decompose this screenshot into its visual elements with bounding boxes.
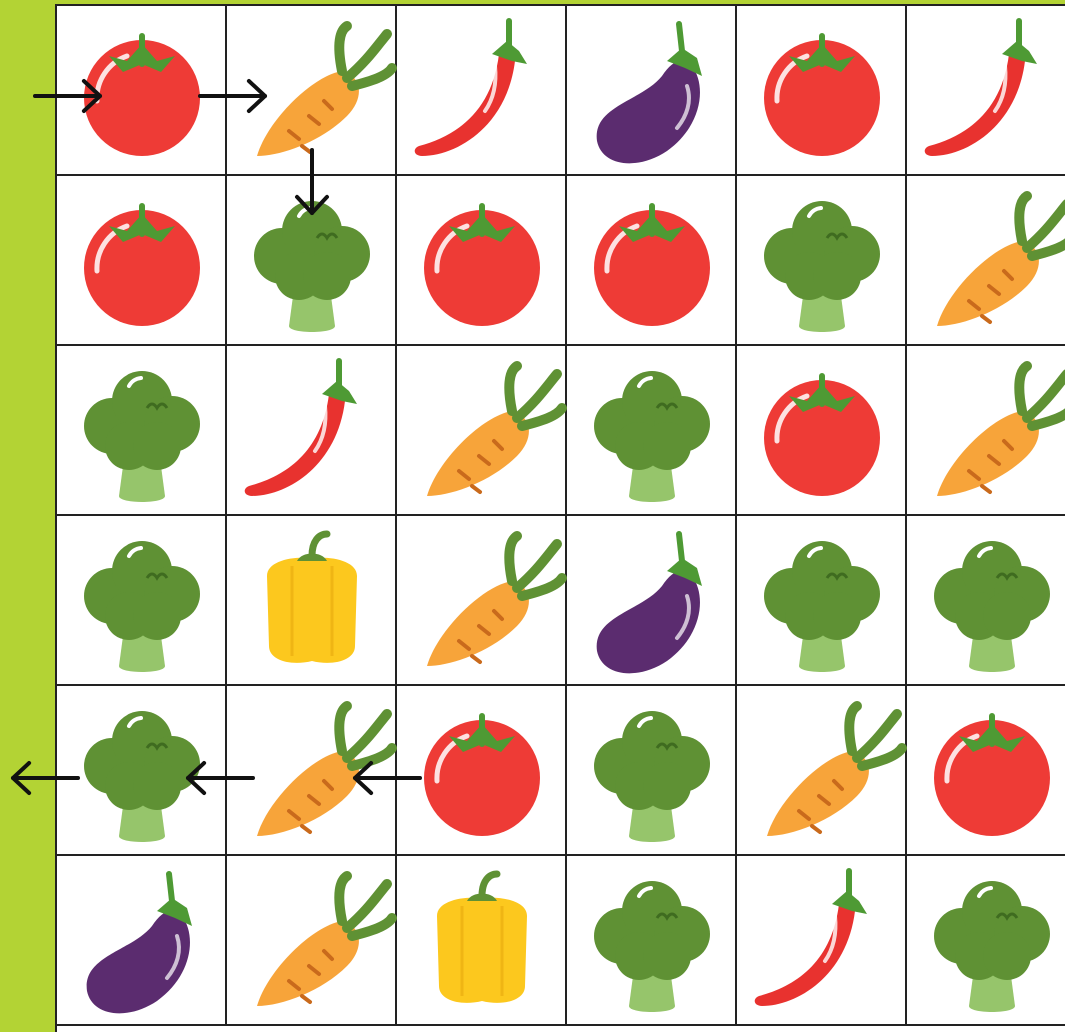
carrot-icon bbox=[907, 346, 1065, 516]
yellow-pepper-icon bbox=[227, 516, 397, 686]
tomato-icon bbox=[737, 6, 907, 176]
chili-icon bbox=[227, 346, 397, 516]
grid-cell-r0-c3[interactable] bbox=[567, 6, 737, 176]
broccoli-icon bbox=[737, 176, 907, 346]
grid-cell-r2-c2[interactable] bbox=[397, 346, 567, 516]
eggplant-icon bbox=[57, 856, 227, 1026]
grid-cell-r2-c5[interactable] bbox=[907, 346, 1065, 516]
grid-cell-r2-c1[interactable] bbox=[227, 346, 397, 516]
grid-cell-r0-c1[interactable] bbox=[227, 6, 397, 176]
carrot-icon bbox=[227, 856, 397, 1026]
grid-cell-r2-c4[interactable] bbox=[737, 346, 907, 516]
grid-cell-r4-c5[interactable] bbox=[907, 686, 1065, 856]
grid-cell-r1-c5[interactable] bbox=[907, 176, 1065, 346]
chili-icon bbox=[907, 6, 1065, 176]
grid-cell-r4-c3[interactable] bbox=[567, 686, 737, 856]
eggplant-icon bbox=[567, 6, 737, 176]
grid-cell-r0-c2[interactable] bbox=[397, 6, 567, 176]
broccoli-icon bbox=[57, 346, 227, 516]
broccoli-icon bbox=[737, 516, 907, 686]
broccoli-icon bbox=[57, 516, 227, 686]
grid-cell-r3-c1[interactable] bbox=[227, 516, 397, 686]
tomato-icon bbox=[567, 176, 737, 346]
broccoli-icon bbox=[907, 856, 1065, 1026]
chili-icon bbox=[737, 856, 907, 1026]
chili-icon bbox=[397, 6, 567, 176]
tomato-icon bbox=[907, 686, 1065, 856]
carrot-icon bbox=[397, 516, 567, 686]
grid-cell-r3-c5[interactable] bbox=[907, 516, 1065, 686]
vegetable-grid-board bbox=[55, 4, 1065, 1032]
grid-cell-r4-c4[interactable] bbox=[737, 686, 907, 856]
grid-cell-r3-c0[interactable] bbox=[57, 516, 227, 686]
carrot-icon bbox=[227, 686, 397, 856]
grid-cell-r1-c2[interactable] bbox=[397, 176, 567, 346]
grid-cell-r4-c1[interactable] bbox=[227, 686, 397, 856]
broccoli-icon bbox=[567, 856, 737, 1026]
tomato-icon bbox=[57, 6, 227, 176]
grid-cell-r5-c1[interactable] bbox=[227, 856, 397, 1026]
carrot-icon bbox=[907, 176, 1065, 346]
broccoli-icon bbox=[57, 686, 227, 856]
grid-cell-r5-c4[interactable] bbox=[737, 856, 907, 1026]
grid-cell-r3-c4[interactable] bbox=[737, 516, 907, 686]
grid-cell-r2-c0[interactable] bbox=[57, 346, 227, 516]
carrot-icon bbox=[737, 686, 907, 856]
broccoli-icon bbox=[567, 346, 737, 516]
grid-cell-r4-c2[interactable] bbox=[397, 686, 567, 856]
grid-cell-r5-c0[interactable] bbox=[57, 856, 227, 1026]
eggplant-icon bbox=[567, 516, 737, 686]
grid-cell-r0-c4[interactable] bbox=[737, 6, 907, 176]
tomato-icon bbox=[397, 176, 567, 346]
broccoli-icon bbox=[907, 516, 1065, 686]
broccoli-icon bbox=[567, 686, 737, 856]
grid-cell-r4-c0[interactable] bbox=[57, 686, 227, 856]
grid-cell-r2-c3[interactable] bbox=[567, 346, 737, 516]
grid-cell-r0-c0[interactable] bbox=[57, 6, 227, 176]
tomato-icon bbox=[57, 176, 227, 346]
carrot-icon bbox=[397, 346, 567, 516]
carrot-icon bbox=[227, 6, 397, 176]
grid-cell-r1-c0[interactable] bbox=[57, 176, 227, 346]
yellow-pepper-icon bbox=[397, 856, 567, 1026]
grid-cell-r0-c5[interactable] bbox=[907, 6, 1065, 176]
grid-cell-r1-c4[interactable] bbox=[737, 176, 907, 346]
grid-cell-r5-c2[interactable] bbox=[397, 856, 567, 1026]
grid-cell-r5-c5[interactable] bbox=[907, 856, 1065, 1026]
grid-cell-r1-c1[interactable] bbox=[227, 176, 397, 346]
tomato-icon bbox=[397, 686, 567, 856]
tomato-icon bbox=[737, 346, 907, 516]
grid-cell-r3-c3[interactable] bbox=[567, 516, 737, 686]
broccoli-icon bbox=[227, 176, 397, 346]
grid-cell-r5-c3[interactable] bbox=[567, 856, 737, 1026]
grid-cell-r3-c2[interactable] bbox=[397, 516, 567, 686]
grid-cell-r1-c3[interactable] bbox=[567, 176, 737, 346]
